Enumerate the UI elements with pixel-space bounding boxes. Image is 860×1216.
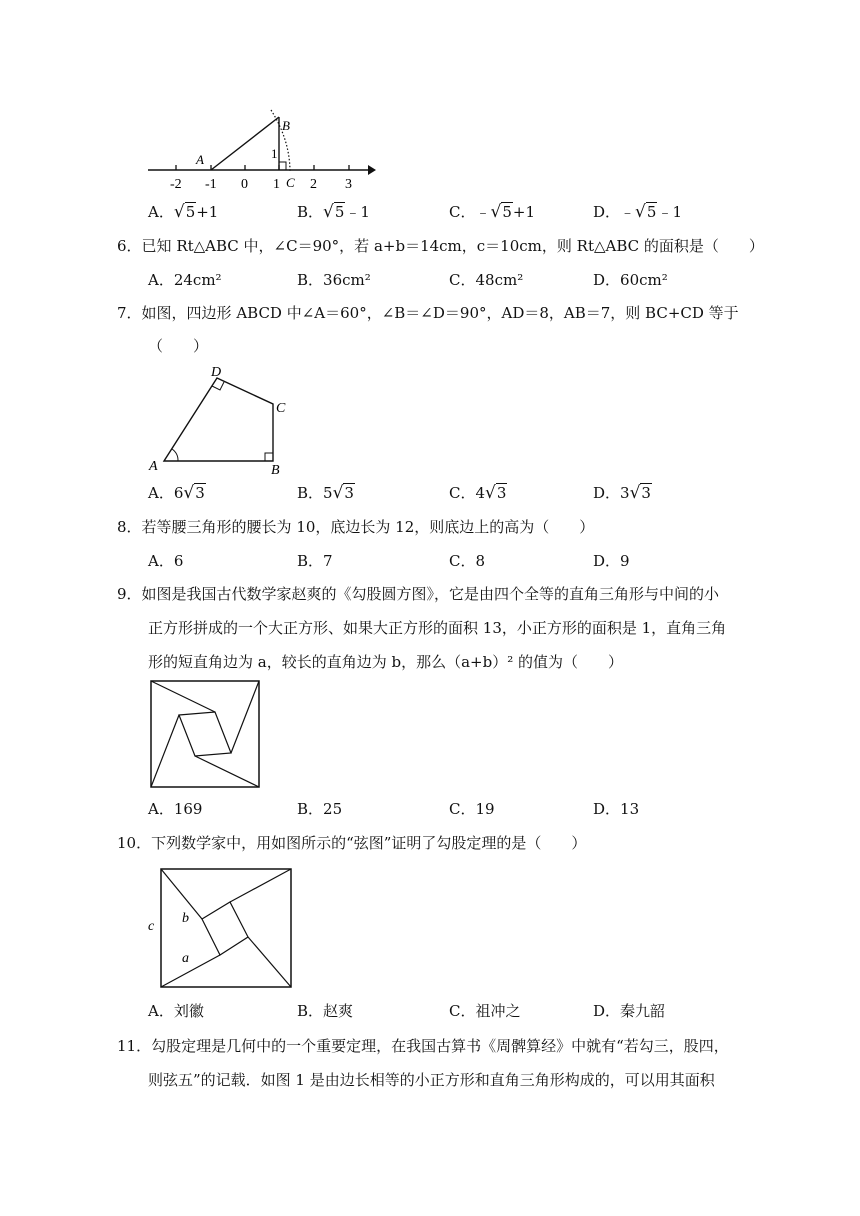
- tick-label: 3: [345, 177, 352, 192]
- side-b-label: b: [182, 911, 189, 926]
- vertex-d-label: D: [211, 365, 222, 380]
- q6-option-d[interactable]: D．60cm²: [593, 271, 668, 289]
- q8-option-a[interactable]: A．6: [148, 552, 184, 570]
- question-7: [117, 303, 739, 323]
- q8-option-d[interactable]: D．9: [593, 552, 630, 570]
- quadrilateral-figure: [145, 362, 295, 477]
- tick-label: 1: [273, 177, 280, 192]
- q10-option-a[interactable]: A．刘徽: [148, 1002, 204, 1020]
- q9-option-d[interactable]: D．13: [593, 800, 640, 818]
- xian-tu-figure: [144, 866, 296, 992]
- point-b-label: B: [282, 118, 290, 133]
- vertex-c-label: C: [276, 401, 286, 416]
- point-c-label: C: [286, 175, 295, 190]
- q7-option-c[interactable]: C．4√3: [449, 483, 507, 503]
- q9-option-b[interactable]: B．25: [297, 800, 343, 818]
- question-text: 勾股定理是几何中的一个重要定理，在我国古算书《周髀算经》中就有“若勾三，股四，: [151, 1037, 729, 1055]
- q10-option-c[interactable]: C．祖冲之: [449, 1002, 521, 1020]
- question-9: [117, 584, 719, 604]
- question-text: 下列数学家中，用如图所示的“弦图”证明了勾股定理的是（ ）: [151, 834, 587, 852]
- question-number: 8．: [117, 518, 142, 536]
- question-9-line2: 正方形拼成的一个大正方形、如果大正方形的面积 13，小正方形的面积是 1，直角三角: [148, 619, 727, 637]
- q7-option-b[interactable]: B．5√3: [297, 483, 354, 503]
- q8-option-c[interactable]: C．8: [449, 552, 486, 570]
- tick-label: -1: [205, 177, 217, 192]
- q5-option-b[interactable]: B．√5﹣1: [297, 202, 370, 222]
- side-length-label: 1: [271, 146, 278, 161]
- q10-option-d[interactable]: D．秦九韶: [593, 1002, 666, 1020]
- q5-option-c[interactable]: C．﹣√5+1: [449, 202, 536, 222]
- tick-label: 0: [241, 177, 248, 192]
- question-text: 如图是我国古代数学家赵爽的《勾股圆方图》，它是由四个全等的直角三角形与中间的小: [141, 585, 720, 603]
- side-c-label: c: [148, 919, 155, 934]
- gougu-square-figure: [150, 680, 262, 790]
- question-10: [117, 833, 586, 853]
- question-number: 9．: [117, 585, 142, 603]
- side-a-label: a: [182, 951, 189, 966]
- question-11: [117, 1036, 729, 1056]
- tick-label: 2: [310, 177, 317, 192]
- question-number: 6．: [117, 237, 142, 255]
- question-number: 7．: [117, 304, 142, 322]
- question-6: [117, 236, 764, 256]
- question-7-bracket: （ ）: [148, 337, 209, 355]
- q7-option-a[interactable]: A．6√3: [148, 483, 205, 503]
- tick-label: -2: [170, 177, 182, 192]
- q6-option-a[interactable]: A．24cm²: [148, 271, 222, 289]
- question-number: 11．: [117, 1037, 152, 1055]
- q9-option-c[interactable]: C．19: [449, 800, 495, 818]
- q10-option-b[interactable]: B．赵爽: [297, 1002, 354, 1020]
- q6-option-c[interactable]: C．48cm²: [449, 271, 524, 289]
- question-text: 若等腰三角形的腰长为 10，底边长为 12，则底边上的高为（ ）: [141, 518, 595, 536]
- q5-option-d[interactable]: D．﹣√5﹣1: [593, 202, 682, 222]
- number-line-figure: [140, 104, 380, 194]
- q7-option-d[interactable]: D．3√3: [593, 483, 651, 503]
- question-8: [117, 517, 594, 537]
- question-text: 如图，四边形 ABCD 中∠A＝60°，∠B＝∠D＝90°，AD＝8，AB＝7，则 BC+CD 等于: [141, 304, 739, 322]
- q5-option-a[interactable]: A．√5+1: [148, 202, 219, 222]
- question-9-line3: 形的短直角边为 a，较长的直角边为 b，那么（a+b）² 的值为（ ）: [148, 653, 623, 671]
- q8-option-b[interactable]: B．7: [297, 552, 333, 570]
- q9-option-a[interactable]: A．169: [148, 800, 203, 818]
- vertex-a-label: A: [149, 459, 158, 474]
- point-a-label: A: [196, 152, 204, 167]
- question-number: 10．: [117, 834, 152, 852]
- question-text: 已知 Rt△ABC 中，∠C＝90°，若 a+b＝14cm，c＝10cm，则 Rt△ABC 的面积是（ ）: [141, 237, 764, 255]
- question-11-line2: 则弦五”的记载．如图 1 是由边长相等的小正方形和直角三角形构成的，可以用其面积: [148, 1071, 715, 1089]
- vertex-b-label: B: [271, 463, 280, 477]
- q6-option-b[interactable]: B．36cm²: [297, 271, 371, 289]
